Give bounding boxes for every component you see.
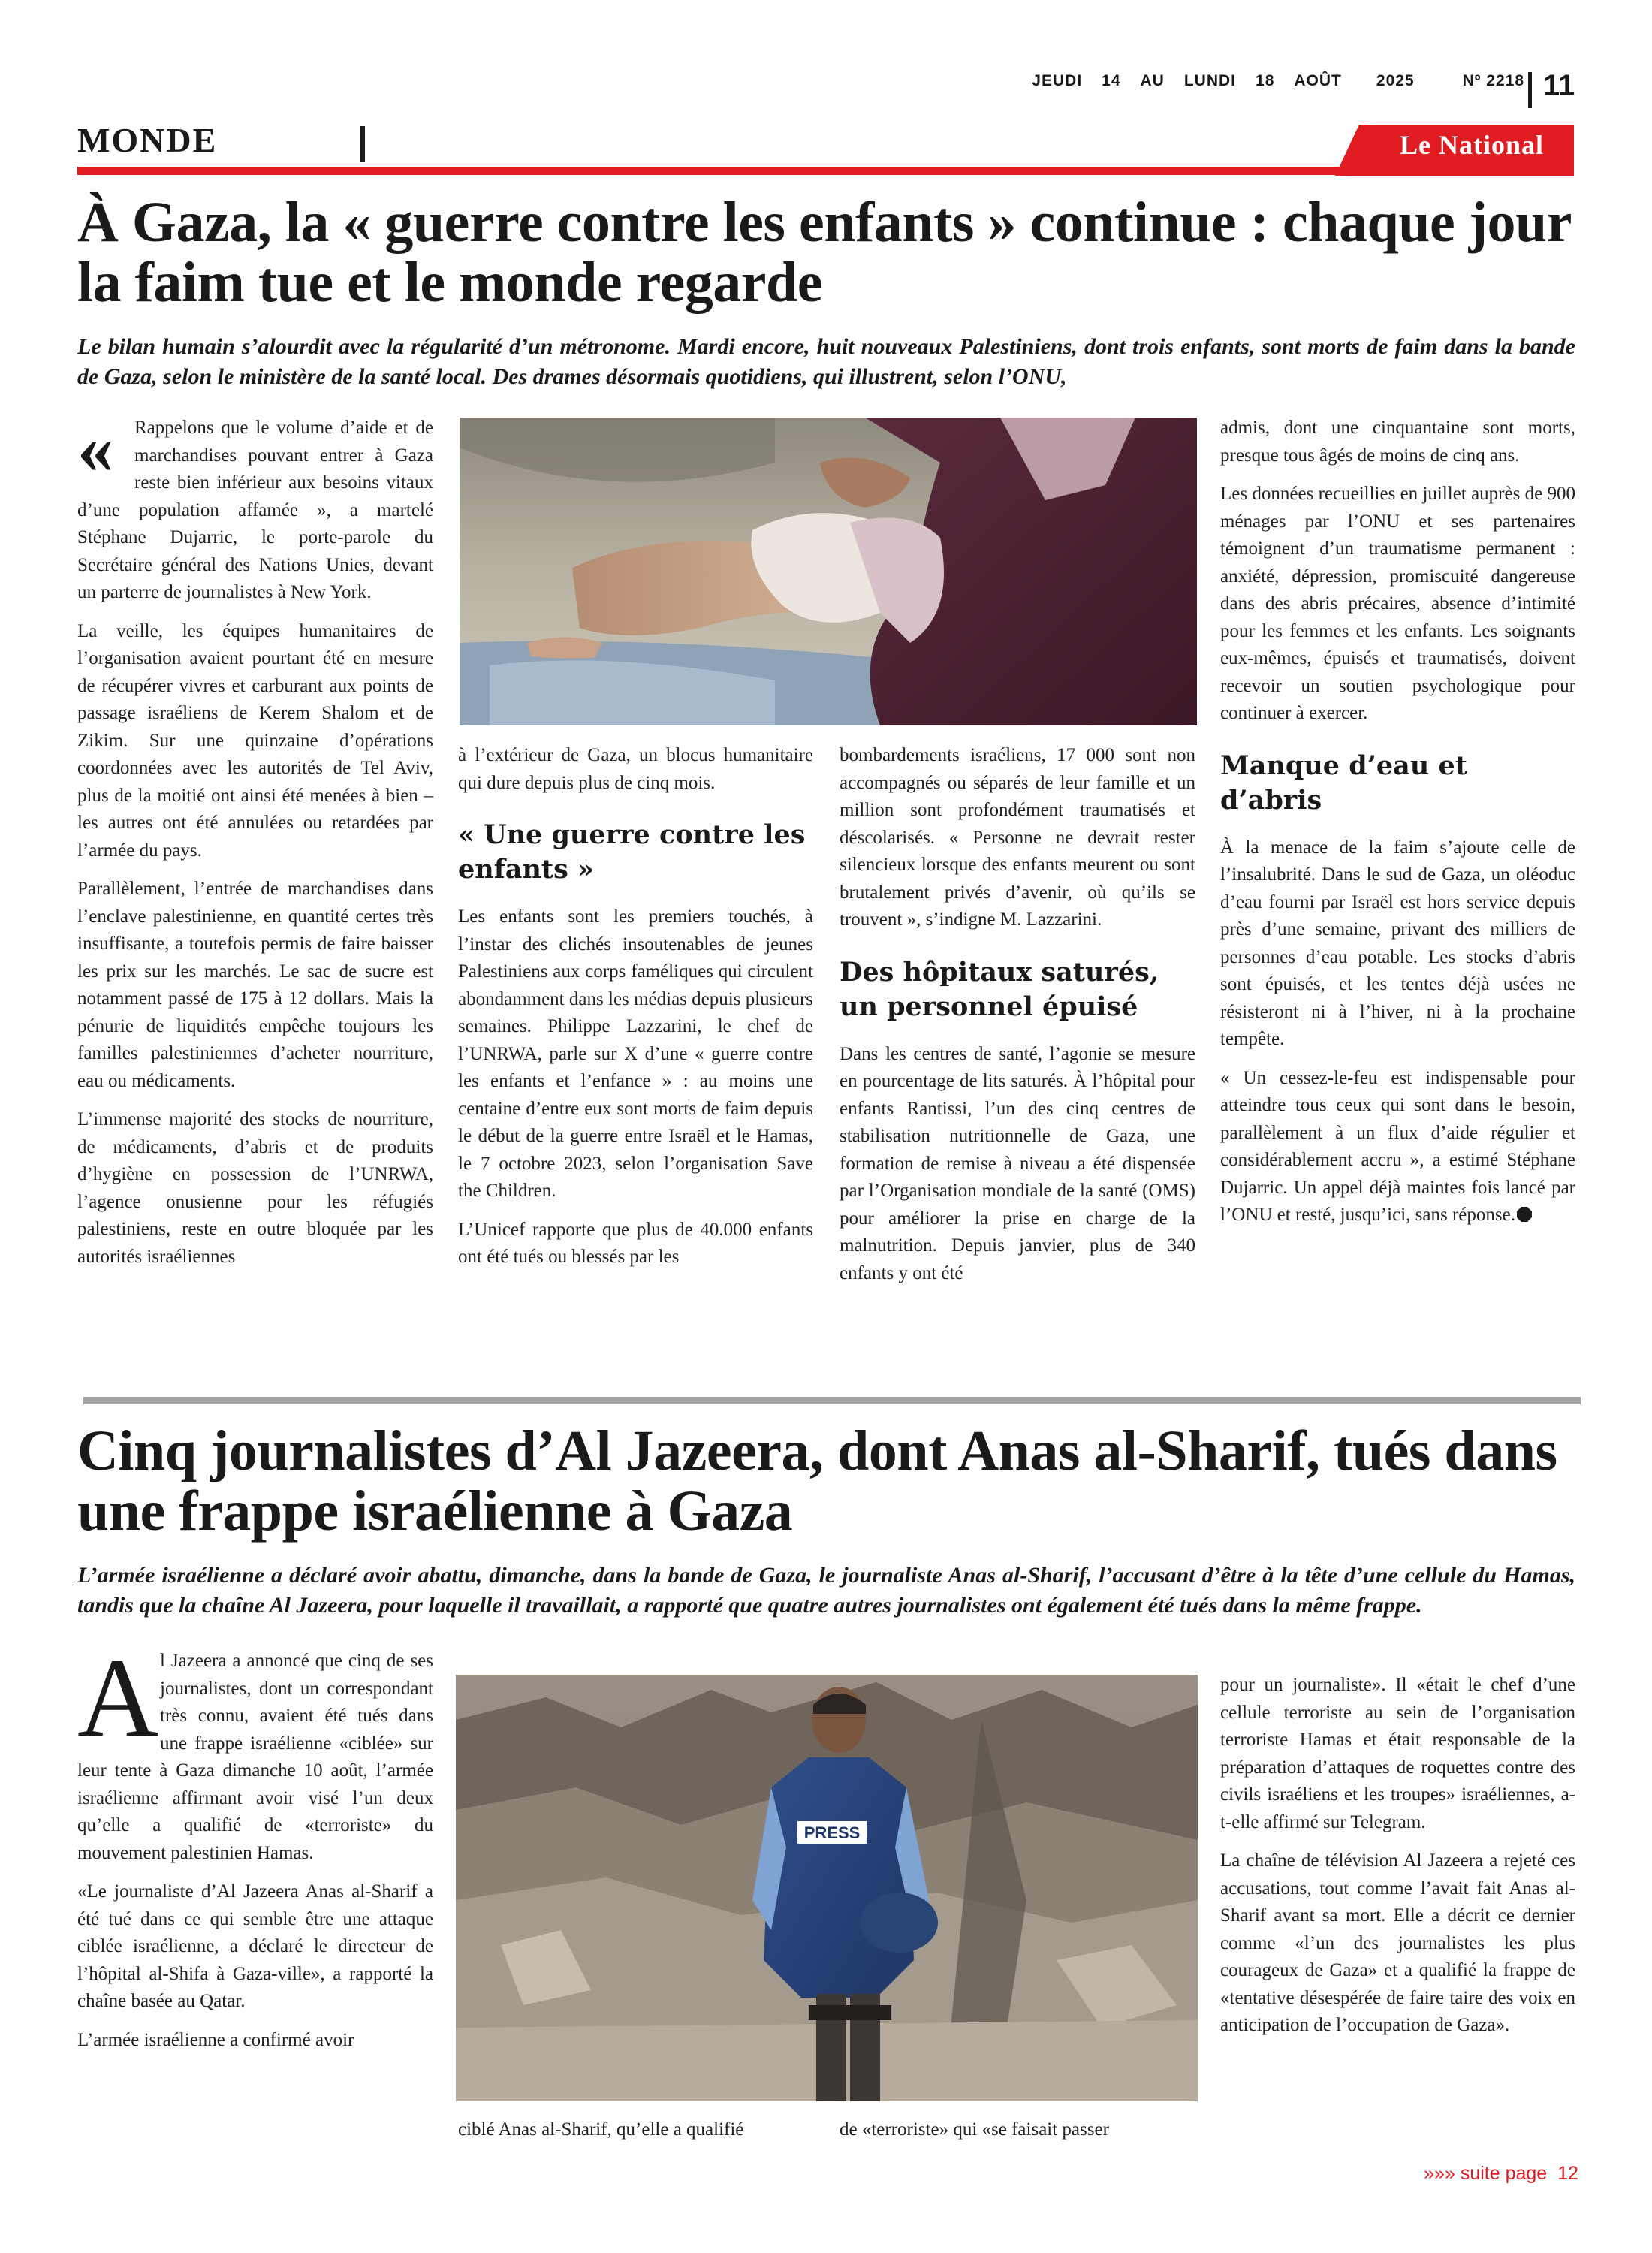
press-vest-label: PRESS bbox=[803, 1823, 861, 1842]
issue-number: Nº 2218 bbox=[1462, 72, 1524, 89]
page-number-divider bbox=[1528, 72, 1532, 108]
article1-col1-para-text: Rappelons que le volume d’aide et de marchandises pouvant entrer à Gaza reste bien inférieur aux besoins vitaux d’une population affamée », a martelé Stéphane Dujarric, le porte-parole du Secrétaire général des Nations Unies, devant un parterre de journalistes à New York. bbox=[77, 418, 433, 602]
article1-col1-para: La veille, les équipes humanitaires de l’organisation avaient pourtant été en mesure de récupérer vivres et carburant aux points de passage israéliens de Kerem Shalom et de Zikim. Sur une quinzaine d’opérations coordonnées avec les autorités de Tel Aviv, plus de la moitié ont ainsi été menées à bien – les autres ont été annulées ou retardées par l’armée du pays. bbox=[77, 620, 433, 861]
issue-date-line bbox=[1032, 72, 1524, 90]
article2-col4-para: pour un journaliste». Il «était le chef d’une cellule terroriste au sein de l’organisation terroriste Hamas et était responsable de la préparation d’attaques de roquettes contre des civils israéliens et les troupes» israéliennes, a-t-elle affirmé sur Telegram. bbox=[1220, 1675, 1575, 1832]
section-label: MONDE bbox=[77, 121, 218, 159]
date-au: AU bbox=[1140, 72, 1165, 89]
article2-deck: L’armée israélienne a déclaré avoir abattu, dimanche, dans la bande de Gaza, le journaliste Anas al-Sharif, l’accusant d’être à la tête d’une cellule du Hamas, tandis que la chaîne Al Jazeera, pour laquelle il travaillait, a rapporté que quatre autres journalistes ont également été tués dans la même frappe. bbox=[77, 1563, 1575, 1618]
photo-journalist-rubble bbox=[456, 1675, 1198, 2101]
article1-subhead-1: « Une guerre contre les enfants » bbox=[458, 819, 806, 885]
article1-col3-para: Dans les centres de santé, l’agonie se mesure en pourcentage de lits saturés. À l’hôpital pour enfants Rantissi, l’un des cinq centres de stabilisation nutritionnelle de Gaza, une formation de remise à niveau a été dispensée par l’Organisation mondiale de la santé (OMS) pour améliorer la prise en charge de la malnutrition. Depuis janvier, plus de 340 enfants y ont été bbox=[840, 1043, 1195, 1283]
article1-photo bbox=[460, 418, 1197, 725]
article2-column-4 bbox=[1220, 1672, 1575, 2051]
date-day-from: JEUDI bbox=[1032, 72, 1083, 89]
article2-col1-para bbox=[77, 1636, 433, 1867]
article1-col4-para: admis, dont une cinquantaine sont morts, presque tous âgés de moins de cinq ans. bbox=[1220, 418, 1575, 466]
article2-column-2 bbox=[458, 2116, 813, 2155]
opening-quote-mark: « bbox=[77, 408, 113, 488]
date-num-to: 18 bbox=[1256, 72, 1275, 89]
article1-col2-para: Les enfants sont les premiers touchés, à l’instar des clichés insoutenables de jeunes Palestiniens aux corps faméliques qui circulent abondamment dans les médias depuis plusieurs semaines. Philippe Lazzarini, le chef de l’UNRWA, parle sur X d’une « guerre contre les enfants et l’enfance » : au moins une centaine d’entre eux sont morts de faim depuis le début de la guerre entre Israël et le Hamas, le 7 octobre 2023, selon l’organisation Save the Children. bbox=[458, 906, 813, 1201]
date-month: AOÛT bbox=[1294, 72, 1342, 89]
article1-deck: Le bilan humain s’alourdit avec la régularité d’un métronome. Mardi encore, huit nouveaux Palestiniens, dont trois enfants, sont morts de faim dans la bande de Gaza, selon le ministère de la santé local. Des drames désormais quotidiens, qui illustrent, selon l’ONU, bbox=[77, 334, 1575, 389]
article-separator bbox=[83, 1397, 1581, 1404]
article1-column-4 bbox=[1220, 415, 1575, 1241]
drop-cap: A bbox=[77, 1636, 159, 1760]
article2-column-3 bbox=[840, 2116, 1195, 2155]
article2-col1-para-text: l Jazeera a annoncé que cinq de ses journalistes, dont un correspondant très connu, avaient été tués dans une frappe israélienne «ciblée» sur leur tente à Gaza dimanche 10 août, l’armée israélienne affirmant avoir visé l’un deux qu’elle a qualifié de «terroriste» du mouvement palestinien Hamas. bbox=[77, 1651, 433, 1863]
article2-col2-para: ciblé Anas al-Sharif, qu’elle a qualifié bbox=[458, 2119, 744, 2140]
photo-mother-child bbox=[460, 418, 1197, 725]
article1-col3-para: bombardements israéliens, 17 000 sont non accompagnés ou séparés de leur famille et un million sont profondément traumatisés et déscolarisés. « Personne ne devrait rester silencieux lorsque des enfants meurent ou sont brutalement privés d’avenir, où qu’ils se trouvent », s’indigne M. Lazzarini. bbox=[840, 745, 1195, 930]
article2-column-1 bbox=[77, 1636, 433, 2065]
article1-column-2 bbox=[458, 742, 813, 1283]
date-num-from: 14 bbox=[1102, 72, 1121, 89]
article1-headline: À Gaza, la « guerre contre les enfants » continue : chaque jour la faim tue et le monde regarde bbox=[77, 191, 1571, 314]
article2-col4-para: La chaîne de télévision Al Jazeera a rejeté ces accusations, tout comme l’avait fait Anas al-Sharif avant sa mort. Elle a décrit ce dernier comme «l’un des journalistes les plus courageux de Gaza» et a qualifié la frappe de «tentative désespérée de faire taire des voix en anticipation de l’occupation de Gaza». bbox=[1220, 1850, 1575, 2035]
article2-headline: Cinq journalistes d’Al Jazeera, dont Anas al-Sharif, tués dans une frappe israélienne à Gaza bbox=[77, 1419, 1557, 1543]
article1-col4-para: Les données recueillies en juillet auprès de 900 ménages par l’ONU et ses partenaires témoignent d’un traumatisme permanent : anxiété, dépression, promiscuité dangereuse dans des abris précaires, absence d’intimité pour les femmes et les enfants. Les soignants eux-mêmes, épuisés et traumatisés, doivent recevoir un soutien psychologique pour continuer à exercer. bbox=[1220, 484, 1575, 723]
end-of-article-icon bbox=[1517, 1207, 1532, 1222]
article1-col4-para: À la menace de la faim s’ajoute celle de l’insalubrité. Dans le sud de Gaza, un oléoduc d’eau fourni par Israël est hors service depuis près d’une semaine, privant des milliers de personnes d’eau potable. Les stocks d’abris sont épuisés, et les tentes déjà usées ne résisteront ni à l’hiver, ni à la prochaine tempête. bbox=[1220, 837, 1575, 1049]
brand-name: Le National bbox=[1399, 130, 1544, 160]
continuation-link[interactable] bbox=[1424, 2163, 1578, 2185]
article1-col1-para: L’immense majorité des stocks de nourriture, de médicaments, d’abris et de produits d’hygiène en possession de l’UNRWA, l’agence onusienne pour les réfugiés palestiniens, reste en outre bloquée par les autorités israéliennes bbox=[77, 1109, 433, 1267]
article2-col1-para: «Le journaliste d’Al Jazeera Anas al-Sharif a été tué dans ce qui semble être une attaque ciblée israélienne, a déclaré le directeur de l’hôpital al-Shifa à Gaza-ville», a rapporté la chaîne basée au Qatar. bbox=[77, 1881, 433, 2011]
article1-subhead-3: Manque d’eau et d’abris bbox=[1220, 749, 1467, 816]
article1-col1-para: Parallèlement, l’entrée de marchandises dans l’enclave palestinienne, en quantité certes très insuffisante, a toutefois permis de faire baisser les prix sur les marchés. Le sac de sucre est notamment passé de 175 à 12 dollars. Mais la pénurie de liquidités empêche toujours les familles palestiniennes d’acheter nourriture, eau ou médicaments. bbox=[77, 879, 433, 1091]
article2-photo bbox=[456, 1675, 1198, 2101]
article1-col2-para: L’Unicef rapporte que plus de 40.000 enfants ont été tués ou blessés par les bbox=[458, 1219, 813, 1267]
article1-column-1 bbox=[77, 408, 433, 1282]
article2-col1-para: L’armée israélienne a confirmé avoir bbox=[77, 2029, 354, 2050]
section-divider bbox=[360, 126, 365, 162]
page-number: 11 bbox=[1543, 69, 1575, 102]
article2-col3-para: de «terroriste» qui «se faisait passer bbox=[840, 2119, 1109, 2140]
article1-col1-para bbox=[77, 408, 433, 607]
article1-col4-para bbox=[1220, 1065, 1575, 1229]
article1-subhead-2: Des hôpitaux saturés, un personnel épuisé bbox=[840, 956, 1159, 1022]
article1-closing-text: « Un cessez-le-feu est indispensable pour atteindre tous ceux qui sont dans le besoin, parallèlement à un flux d’aide régulier et considérablement accru », a estimé Stéphane Dujarric. Un appel déjà maintes fois lancé par l’ONU et resté, jusqu’ici, sans réponse. bbox=[1220, 1067, 1575, 1225]
article1-column-3 bbox=[840, 742, 1195, 1298]
article1-col2-para: à l’extérieur de Gaza, un blocus humanitaire qui dure depuis plus de cinq mois. bbox=[458, 745, 813, 793]
continuation-page-number: 12 bbox=[1557, 2163, 1578, 2184]
continuation-label: »»» suite page bbox=[1424, 2163, 1548, 2184]
date-day-to: LUNDI bbox=[1183, 72, 1237, 89]
date-year: 2025 bbox=[1376, 72, 1415, 89]
